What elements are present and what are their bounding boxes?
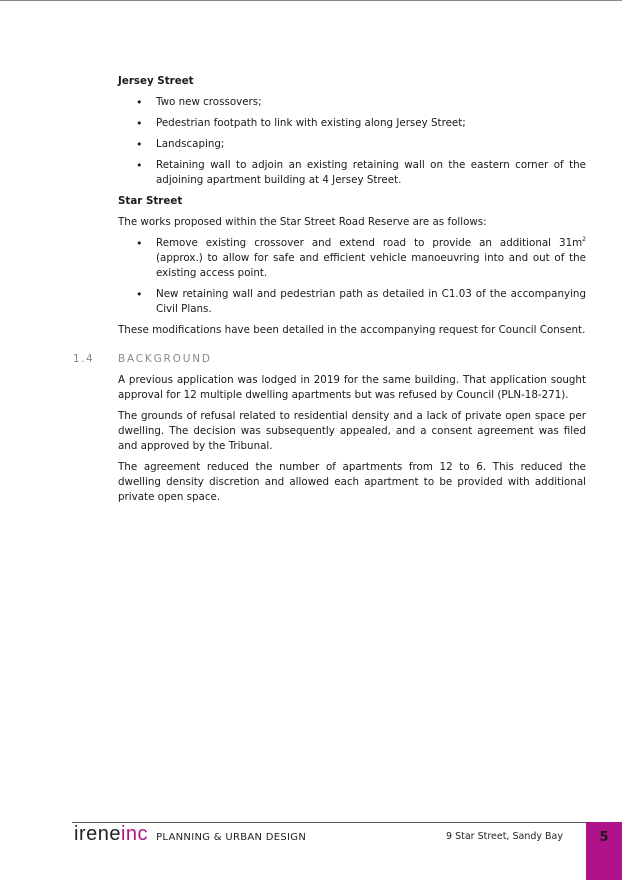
section-heading-background [73, 352, 586, 367]
logo-text-inc: inc [120, 823, 149, 845]
background-paragraph: The grounds of refusal related to residential density and a lack of private open space per dwelling. The decision was subsequently appealed, and a consent agreement was filed and approved by the Tribunal. [118, 410, 586, 452]
logo-text-irene: irene [74, 823, 121, 845]
list-item: • Pedestrian footpath to link with existing along Jersey Street; [118, 116, 586, 131]
company-tagline: PLANNING & URBAN DESIGN [156, 832, 307, 843]
list-item: • Retaining wall to adjoin an existing retaining wall on the eastern corner of the adjoining apartment building at 4 Jersey Street. [118, 158, 586, 188]
top-border-line [0, 0, 622, 1]
jersey-street-list [118, 95, 586, 188]
list-item-text: (approx.) to allow for safe and efficient vehicle manoeuvring into and out of the existing access point. [156, 252, 586, 279]
page-number: 5 [599, 830, 609, 845]
section-number: 1.4 [73, 353, 95, 365]
list-item-text: Remove existing crossover and extend road to provide an additional 31m [156, 237, 583, 249]
star-street-list [118, 236, 586, 317]
list-item: • Two new crossovers; [118, 95, 586, 110]
list-item: • New retaining wall and pedestrian path as detailed in C1.03 of the accompanying Civil Plans. [118, 287, 586, 317]
star-street-intro: The works proposed within the Star Street Road Reserve are as follows: [118, 216, 487, 228]
footer-brand [74, 822, 306, 848]
list-item [118, 236, 586, 281]
footer-address: 9 Star Street, Sandy Bay [446, 831, 563, 842]
superscript: 2 [582, 236, 586, 243]
page-content [73, 74, 586, 511]
jersey-street-heading: Jersey Street [118, 75, 194, 87]
background-paragraph: A previous application was lodged in 2019 for the same building. That application sought approval for 12 multiple dwelling apartments but was refused by Council (PLN-18-271). [118, 374, 586, 401]
page-number-badge [586, 822, 622, 880]
list-item: • Landscaping; [118, 137, 586, 152]
section-title: BACKGROUND [118, 353, 212, 365]
star-street-closing: These modifications have been detailed in the accompanying request for Council Consent. [118, 324, 586, 336]
background-paragraph: The agreement reduced the number of apartments from 12 to 6. This reduced the dwelling density discretion and allowed each apartment to be provided with additional private open space. [118, 461, 586, 503]
star-street-heading: Star Street [118, 195, 183, 207]
company-logo [74, 822, 148, 846]
